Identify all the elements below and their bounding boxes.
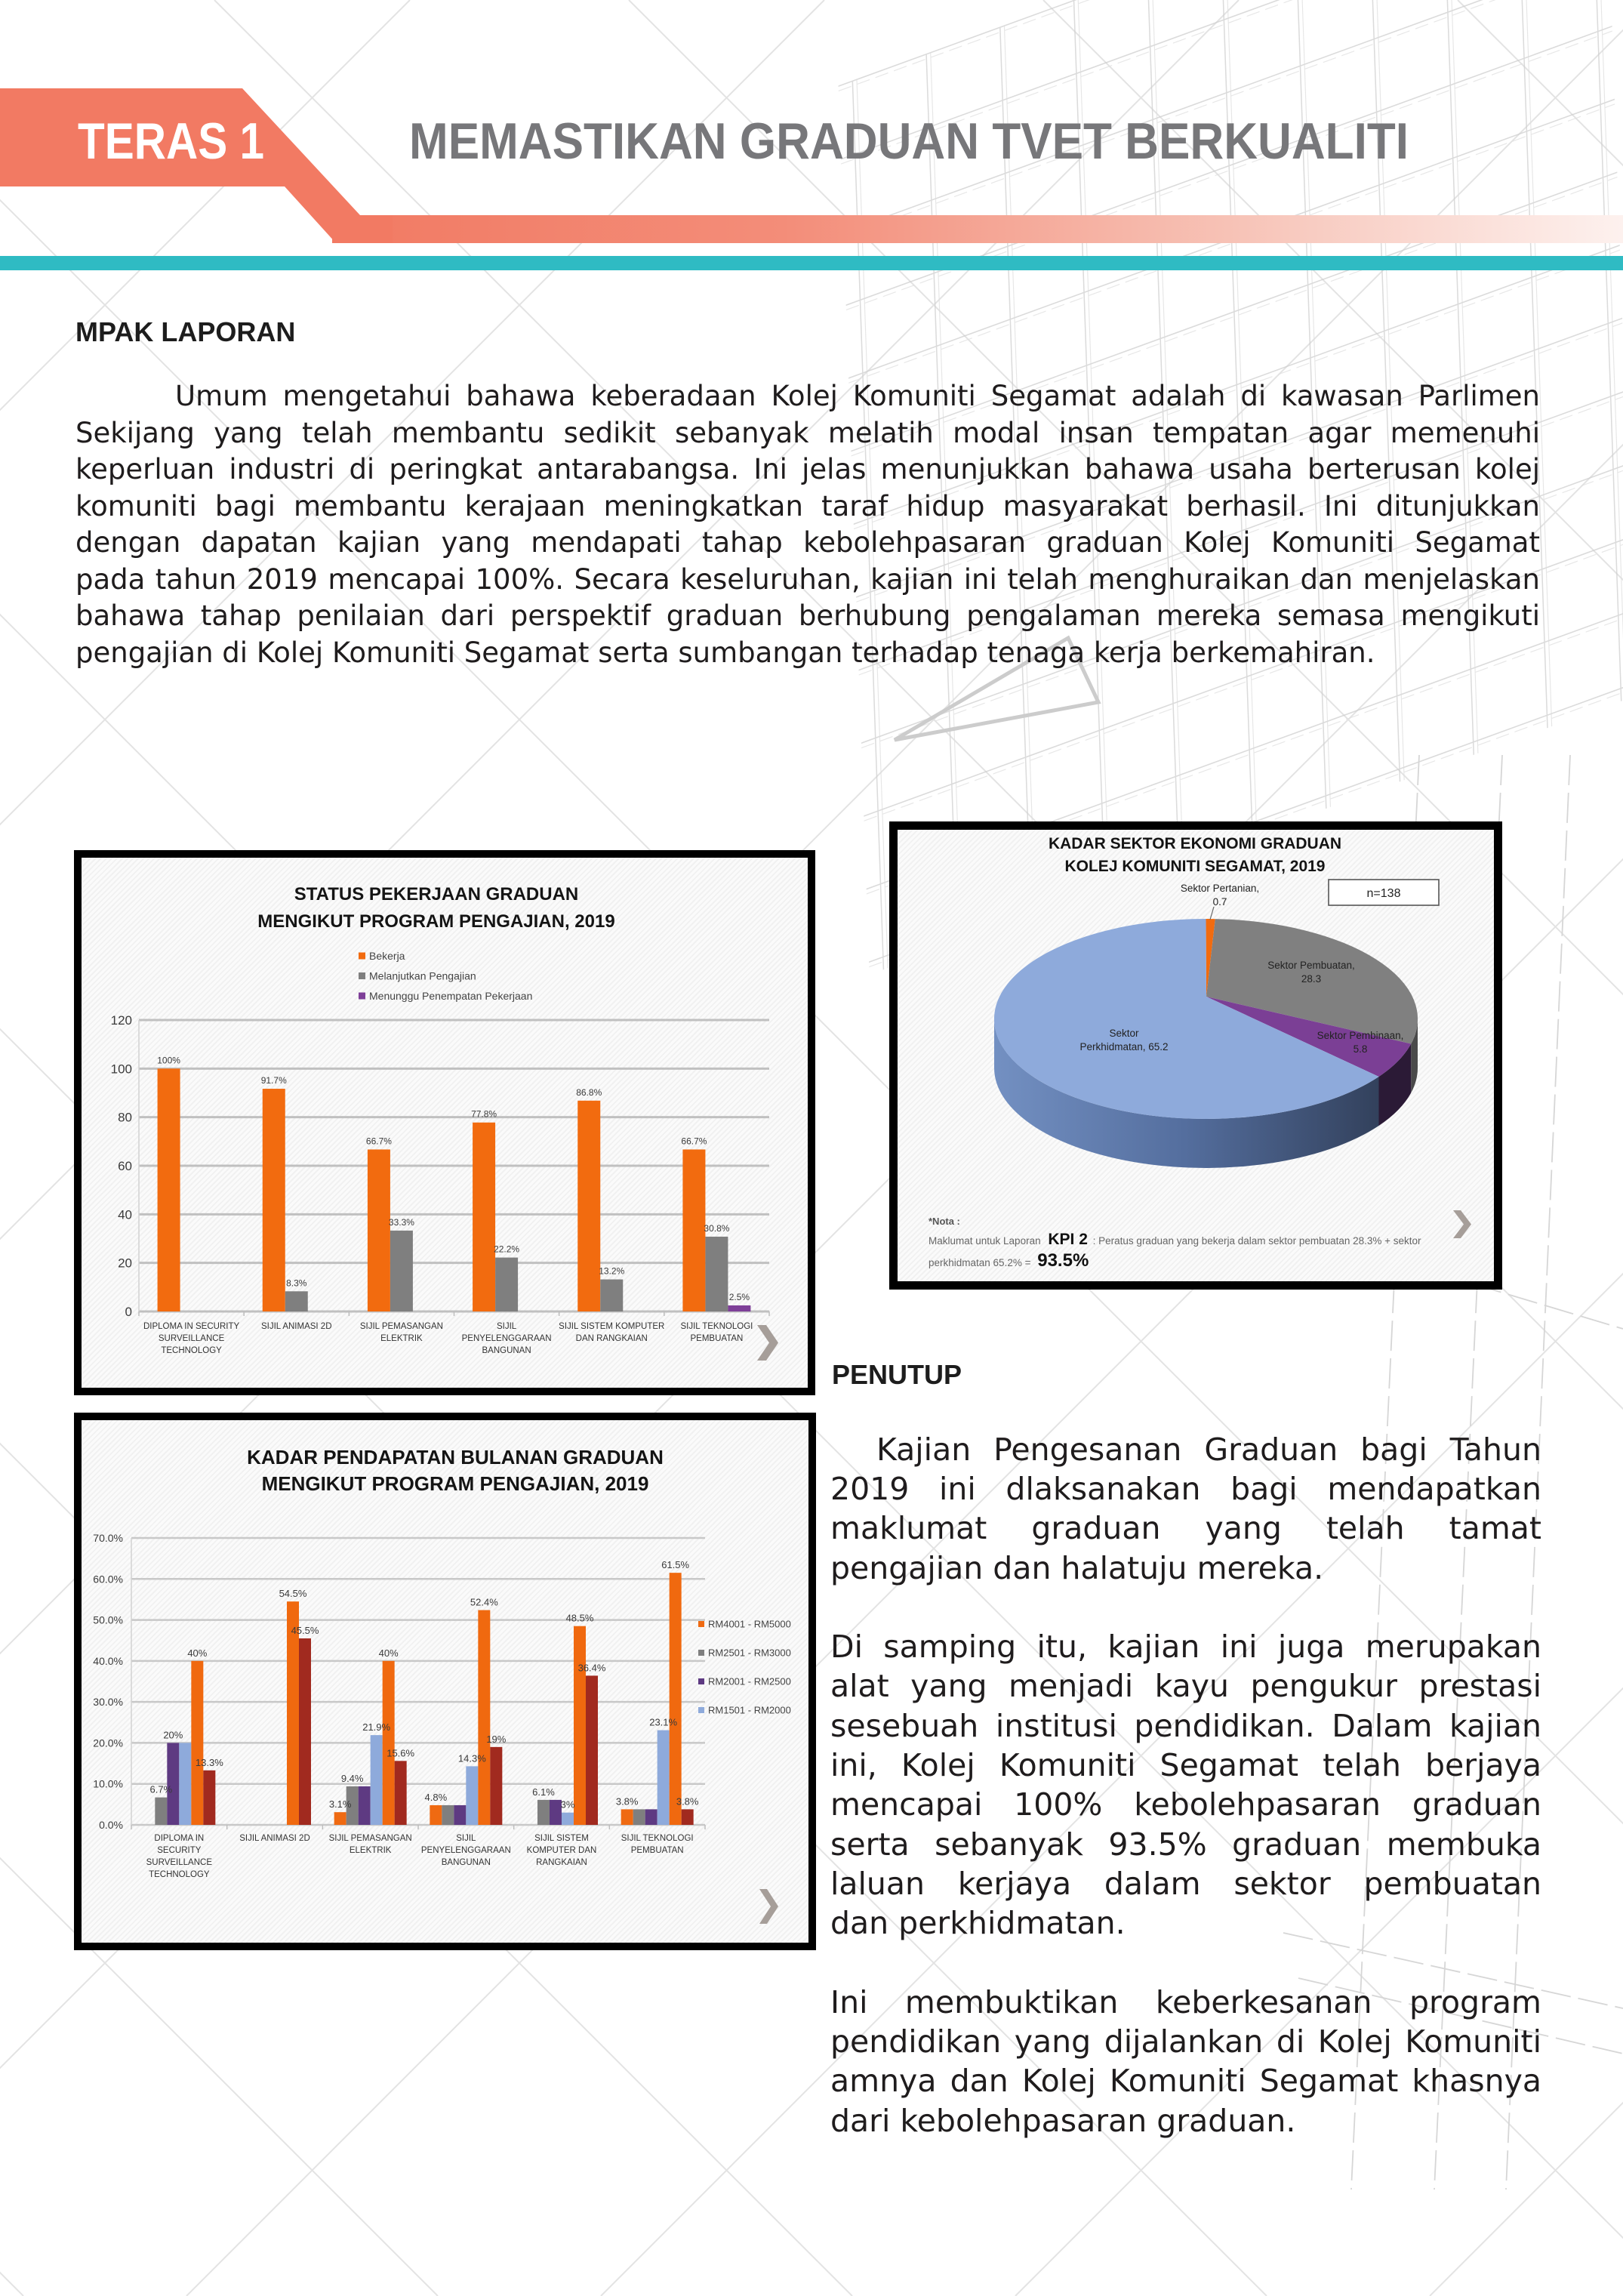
x-tick-label-line: SURVEILLANCE	[158, 1334, 225, 1343]
x-tick-label	[421, 1834, 511, 1867]
data-label: 33.3%	[388, 1216, 414, 1228]
bar	[299, 1638, 311, 1825]
data-label: 52.4%	[470, 1596, 498, 1608]
bar	[658, 1730, 670, 1825]
bar	[383, 1661, 395, 1825]
bar	[586, 1675, 598, 1825]
x-tick-label-line: PEMBUATAN	[690, 1334, 744, 1343]
x-tick-label-line: DIPLOMA IN	[154, 1834, 205, 1843]
x-tick-label-line: SECURITY	[157, 1846, 202, 1855]
x-tick-label-line: PEMBUATAN	[630, 1846, 684, 1855]
slice-label-line: Sektor Pembinaan,	[1317, 1030, 1404, 1041]
conclusion-body	[830, 1430, 1541, 2180]
data-label: 15.6%	[387, 1747, 415, 1759]
legend-label: RM2501 - RM3000	[708, 1647, 791, 1659]
bar	[390, 1231, 413, 1311]
x-tick-label-line: SURVEILLANCE	[146, 1858, 213, 1867]
bar	[334, 1812, 346, 1825]
data-label: 19%	[486, 1733, 507, 1745]
legend-swatch	[359, 953, 365, 960]
x-tick-label-line: ELEKTRIK	[349, 1846, 392, 1855]
bar	[263, 1089, 285, 1311]
x-tick-label	[527, 1834, 597, 1867]
section-badge: TERAS 1	[78, 112, 264, 170]
bar	[158, 1068, 180, 1311]
header-accent-band	[332, 215, 1623, 243]
slice-label	[1181, 883, 1259, 908]
text-line: dari kebolehpasaran graduan.	[830, 2102, 1296, 2139]
bar	[454, 1805, 466, 1825]
x-tick-label-line: SIJIL ANIMASI 2D	[239, 1834, 310, 1843]
chevron-right-icon	[757, 1325, 778, 1361]
x-tick-label-line: PENYELENGGARAAN	[420, 1846, 511, 1855]
bar	[155, 1798, 167, 1825]
bar	[179, 1743, 191, 1825]
data-label: 66.7%	[681, 1136, 707, 1147]
bar	[728, 1305, 750, 1311]
text-line: pengajian di Kolej Komuniti Segamat serta sumbangan terhadap tenaga kerja berkemahiran.	[75, 636, 1375, 669]
x-tick-label-line: KOMPUTER DAN	[526, 1846, 597, 1855]
data-label: 22.2%	[494, 1244, 520, 1255]
bar	[705, 1237, 728, 1311]
legend-swatch	[698, 1707, 704, 1713]
x-tick-label	[261, 1322, 332, 1331]
y-tick-label: 0	[125, 1305, 132, 1319]
bar	[562, 1813, 574, 1825]
slice-label-line: 0.7	[1212, 896, 1227, 908]
y-tick-label: 20	[118, 1256, 132, 1271]
text-line: alat yang menjadi kayu pengukur prestasi	[830, 1668, 1541, 1705]
bar	[473, 1123, 495, 1311]
legend-label: RM4001 - RM5000	[708, 1618, 791, 1630]
data-label: 2.5%	[728, 1291, 750, 1302]
chart-title: MENGIKUT PROGRAM PENGAJIAN, 2019	[257, 911, 615, 932]
x-tick-label-line: PENYELENGGARAAN	[461, 1334, 552, 1343]
text-line: maklumat graduan yang telah tamat	[830, 1510, 1541, 1547]
text-line: pada tahun 2019 mencapai 100%. Secara keseluruhan, kajian ini telah menghuraikan dan menjelaskan	[75, 562, 1540, 596]
x-tick-label	[146, 1834, 213, 1879]
data-label: 6.7%	[149, 1783, 173, 1795]
y-tick-label: 80	[118, 1110, 132, 1125]
text-line: sesebuah institusi pendidikan. Dalam kajian	[830, 1707, 1541, 1744]
data-label: 36.4%	[577, 1662, 606, 1674]
data-label: 3.8%	[615, 1795, 639, 1808]
bar	[359, 1786, 371, 1825]
bar	[478, 1610, 490, 1825]
data-label: 4.8%	[424, 1791, 448, 1803]
data-label: 48.5%	[565, 1612, 594, 1624]
leader-line	[1210, 907, 1214, 920]
chart-title: MENGIKUT PROGRAM PENGAJIAN, 2019	[261, 1472, 649, 1495]
text-line: dan perkhidmatan.	[830, 1905, 1126, 1942]
legend-swatch	[698, 1621, 704, 1627]
text-line: bahawa tahap penilaian dari perspektif graduan berhubung pengalaman mereka semasa mengikuti	[75, 599, 1540, 632]
y-tick-label: 60	[118, 1159, 132, 1173]
data-label: 45.5%	[291, 1625, 319, 1636]
slice-label-line: 28.3	[1301, 973, 1322, 985]
chevron-right-icon	[1453, 1210, 1471, 1238]
monthly-income-chart	[74, 1413, 816, 1950]
x-tick-label-line: SIJIL PEMASANGAN	[328, 1834, 412, 1843]
x-tick-label	[360, 1322, 443, 1343]
text-line: pengajian dan halatuju mereka.	[830, 1549, 1324, 1586]
bar	[600, 1280, 623, 1311]
slice-label-line: Sektor Pembuatan,	[1267, 960, 1355, 971]
x-tick-label	[239, 1834, 310, 1843]
y-tick-label: 50.0%	[93, 1613, 123, 1626]
text-line: keperluan industri di peringkat antarabangsa. Ini jelas menunjukkan bahawa usaha berterusan kolej	[75, 453, 1540, 485]
text-line: Ini membuktikan keberkesanan program	[830, 1983, 1541, 2020]
x-tick-label-line: DAN RANGKAIAN	[575, 1334, 648, 1343]
bar	[466, 1766, 478, 1825]
y-tick-label: 120	[110, 1013, 132, 1028]
x-tick-label-line: SIJIL ANIMASI 2D	[260, 1322, 332, 1331]
note-line	[929, 1231, 1421, 1248]
slice-label-line: Perkhidmatan, 65.2	[1079, 1041, 1169, 1052]
text-line: serta sebanyak 93.5% graduan membuka	[830, 1826, 1541, 1863]
employment-status-chart	[74, 850, 815, 1395]
chart-title: KADAR PENDAPATAN BULANAN GRADUAN	[247, 1446, 664, 1469]
data-label: 6.1%	[532, 1786, 555, 1798]
note-prefix: perkhidmatan 65.2% =	[929, 1257, 1031, 1268]
data-label: 30.8%	[704, 1222, 730, 1234]
x-tick-label	[621, 1834, 694, 1855]
y-tick-label: 30.0%	[93, 1696, 123, 1709]
y-tick-label: 40.0%	[93, 1654, 123, 1667]
text-line: laluan kerjaya dalam sektor pembuatan	[830, 1865, 1541, 1902]
legend-label: Bekerja	[369, 949, 405, 962]
intro-paragraph	[75, 378, 1540, 671]
text-line: Sekijang yang telah membantu sedikit sebanyak melatih modal insan tempatan agar memenuhi	[75, 416, 1540, 449]
data-label: 23.1%	[649, 1716, 678, 1728]
chevron-right-icon	[759, 1889, 778, 1924]
text-line: Umum mengetahui bahawa keberadaan Kolej Komuniti Segamat adalah di kawasan Parlimen	[175, 380, 1540, 412]
bar	[682, 1809, 694, 1825]
x-tick-label-line: BANGUNAN	[482, 1346, 531, 1355]
note-line	[929, 1250, 1089, 1271]
data-label: 91.7%	[260, 1075, 287, 1086]
data-label: 77.8%	[471, 1108, 497, 1120]
x-tick-label-line: SIJIL	[456, 1834, 476, 1843]
data-label: 40%	[187, 1647, 208, 1659]
y-tick-label: 0.0%	[99, 1819, 123, 1831]
data-label: 3.8%	[676, 1795, 699, 1808]
blueprint-line	[1472, 1284, 1623, 1329]
legend-swatch	[698, 1650, 704, 1656]
data-label: 54.5%	[279, 1588, 307, 1600]
x-tick-label-line: SIJIL TEKNOLOGI	[680, 1322, 753, 1331]
bar	[633, 1809, 645, 1825]
pie	[994, 883, 1418, 1168]
legend-label: Melanjutkan Pengajian	[369, 969, 476, 982]
x-tick-label-line: SIJIL TEKNOLOGI	[621, 1834, 694, 1843]
x-tick-label	[462, 1322, 552, 1355]
slice-label-line: Sektor Pertanian,	[1180, 883, 1260, 894]
kpi-label: KPI 2	[1048, 1231, 1088, 1248]
x-tick-label-line: SIJIL PEMASANGAN	[359, 1322, 443, 1331]
y-tick-label: 70.0%	[93, 1532, 123, 1544]
text-line: amnya dan Kolej Komuniti Segamat khasnya	[830, 2063, 1541, 2100]
bar	[490, 1747, 502, 1825]
data-label: 8.3%	[286, 1277, 307, 1289]
x-tick-label-line: SIJIL	[496, 1322, 517, 1331]
data-label: 13.2%	[599, 1265, 625, 1277]
legend-label: Menunggu Penempatan Pekerjaan	[369, 989, 533, 1002]
conclusion-heading: PENUTUP	[832, 1358, 962, 1390]
bar	[621, 1809, 633, 1825]
note-heading: *Nota :	[929, 1216, 960, 1227]
data-label: 66.7%	[365, 1136, 392, 1147]
chart-title: STATUS PEKERJAAN GRADUAN	[294, 884, 579, 905]
data-label: 61.5%	[661, 1559, 690, 1571]
note-suffix: : Peratus graduan yang bekerja dalam sektor pembuatan 28.3% + sektor	[1092, 1235, 1421, 1247]
conclusion-paragraph	[830, 1430, 1541, 1588]
bar	[495, 1258, 518, 1311]
chart-title: KOLEJ KOMUNITI SEGAMAT, 2019	[1064, 858, 1326, 875]
data-label: 100%	[157, 1055, 180, 1066]
text-line: Di samping itu, kajian ini juga merupakan	[830, 1629, 1541, 1666]
x-tick-label-line: RANGKAIAN	[536, 1858, 587, 1867]
text-line: Kajian Pengesanan Graduan bagi Tahun	[876, 1431, 1541, 1468]
bar	[191, 1661, 203, 1825]
data-label: 13.3%	[195, 1756, 223, 1768]
data-label: 3%	[560, 1798, 575, 1811]
y-tick-label: 40	[118, 1207, 132, 1222]
header-teal-rule	[0, 256, 1623, 270]
legend-label: RM1501 - RM2000	[708, 1704, 791, 1716]
legend-swatch	[698, 1678, 704, 1684]
y-tick-label: 20.0%	[93, 1737, 123, 1749]
x-tick-label-line: TECHNOLOGY	[161, 1346, 222, 1355]
text-line: komuniti bagi membantu kerajaan meningkatkan taraf hidup masyarakat berhasil. Ini ditunjukkan	[75, 489, 1540, 522]
header-banner	[0, 0, 1623, 287]
bar	[285, 1291, 308, 1311]
bar	[682, 1149, 705, 1311]
data-label: 14.3%	[457, 1752, 486, 1764]
bar	[550, 1800, 562, 1825]
note-prefix: Maklumat untuk Laporan	[929, 1235, 1041, 1247]
legend-swatch	[359, 993, 365, 1000]
conclusion-paragraph	[830, 1627, 1541, 1943]
chart-title: KADAR SEKTOR EKONOMI GRADUAN	[1048, 835, 1342, 852]
x-tick-label	[559, 1322, 664, 1343]
x-tick-label-line: SIJIL SISTEM KOMPUTER	[559, 1322, 665, 1331]
text-line: 2019 ini dlaksanakan bagi mendapatkan	[830, 1470, 1541, 1507]
conclusion-paragraph	[830, 1983, 1541, 2140]
x-tick-label	[680, 1322, 753, 1343]
bar	[577, 1101, 600, 1311]
data-label: 9.4%	[340, 1772, 364, 1784]
x-tick-label	[143, 1322, 239, 1355]
y-tick-label: 100	[110, 1062, 132, 1077]
slice-label-line: Sektor	[1109, 1028, 1139, 1039]
bar	[574, 1626, 586, 1825]
bar	[395, 1761, 407, 1825]
data-label: 20%	[163, 1729, 183, 1741]
background-line	[0, 0, 23, 2296]
sample-size-label: n=138	[1366, 887, 1401, 900]
bar	[645, 1809, 658, 1825]
bar	[203, 1771, 215, 1825]
text-line: pendidikan yang dijalankan di Kolej Komuniti	[830, 2023, 1541, 2060]
text-line: mencapai 100% kebolehpasaran graduan	[830, 1786, 1541, 1823]
slice-label-line: 5.8	[1353, 1043, 1368, 1055]
legend-swatch	[359, 972, 365, 979]
x-tick-label-line: BANGUNAN	[441, 1858, 491, 1867]
text-line: ini, Kolej Komuniti Segamat telah berjaya	[830, 1747, 1541, 1784]
intro-heading: MPAK LAPORAN	[75, 316, 296, 347]
bar	[670, 1573, 682, 1825]
x-tick-label-line: ELEKTRIK	[380, 1334, 423, 1343]
employment-status-chart-plot	[82, 858, 808, 1388]
y-tick-label: 60.0%	[93, 1573, 123, 1586]
data-label: 21.9%	[362, 1721, 391, 1734]
data-label: 40%	[378, 1647, 399, 1659]
data-label: 3.1%	[328, 1798, 352, 1811]
bar	[368, 1149, 390, 1311]
page-title: MEMASTIKAN GRADUAN TVET BERKUALITI	[409, 112, 1409, 170]
monthly-income-chart-plot	[82, 1420, 808, 1943]
x-tick-label-line: SIJIL SISTEM	[534, 1834, 589, 1843]
bar	[537, 1800, 550, 1825]
x-tick-label	[329, 1834, 412, 1855]
legend-label: RM2001 - RM2500	[708, 1675, 791, 1687]
bar	[371, 1735, 383, 1825]
bar	[430, 1805, 442, 1825]
y-tick-label: 10.0%	[93, 1777, 123, 1790]
economic-sector-chart	[889, 821, 1502, 1290]
economic-sector-chart-plot	[898, 830, 1494, 1281]
data-label: 86.8%	[576, 1086, 602, 1098]
text-line: dengan dapatan kajian yang mendapati tahap kebolehpasaran graduan Kolej Komuniti Segamat	[75, 526, 1540, 559]
bar	[442, 1805, 454, 1825]
kpi-total: 93.5%	[1037, 1250, 1089, 1271]
x-tick-label-line: TECHNOLOGY	[149, 1870, 210, 1879]
x-tick-label-line: DIPLOMA IN SECURITY	[143, 1322, 240, 1331]
